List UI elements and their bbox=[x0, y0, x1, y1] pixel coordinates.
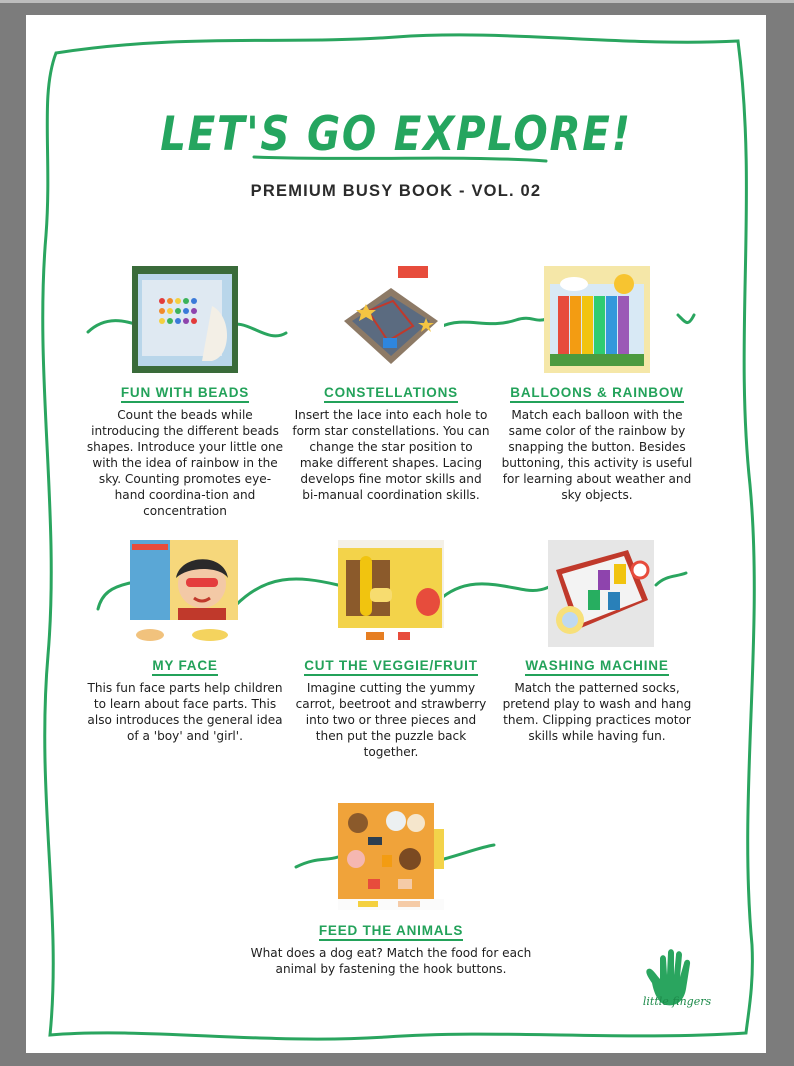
activity-title-fun-with-beads: FUN WITH BEADS bbox=[80, 385, 290, 400]
activity-description-washing-machine: Match the patterned socks, pretend play to wash and hang them. Clipping practices motor skills while having fun. bbox=[502, 681, 692, 743]
activity-description-constellations: Insert the lace into each hole to form star constellations. You can change the star position to make different shapes. Lacing develops fine motor skills and bi-manual coordination skills. bbox=[292, 408, 490, 502]
page-subtitle: PREMIUM BUSY BOOK - VOL. 02 bbox=[250, 182, 542, 200]
activity-title-cut-veggie-fruit: CUT THE VEGGIE/FRUIT bbox=[286, 658, 496, 673]
constellation-photo bbox=[338, 266, 444, 373]
activity-title-feed-the-animals: FEED THE ANIMALS bbox=[286, 923, 496, 938]
page-title: LET'S GO EXPLORE! bbox=[160, 107, 632, 162]
activity-description-my-face: This fun face parts help children to learn about face parts. This also introduces the general idea of a 'boy' and 'girl'. bbox=[87, 681, 283, 743]
activity-description-cut-veggie-fruit: Imagine cutting the yummy carrot, beetroot and strawberry into two or three pieces and then put the puzzle back together. bbox=[295, 681, 487, 759]
brand-logo-text: little fingers bbox=[642, 995, 712, 1008]
activity-description-balloons-rainbow: Match each balloon with the same color of the rainbow by snapping the button. Besides buttoning, this activity is useful for learning about weather and sky objects. bbox=[501, 408, 693, 502]
veggie-photo bbox=[338, 540, 444, 647]
activity-title-washing-machine: WASHING MACHINE bbox=[492, 658, 702, 673]
activity-title-my-face: MY FACE bbox=[80, 658, 290, 673]
viewer-top-bar bbox=[0, 0, 794, 3]
activity-description-feed-the-animals: What does a dog eat? Match the food for each animal by fastening the hook buttons. bbox=[250, 946, 532, 976]
face-photo bbox=[130, 540, 238, 647]
activity-title-constellations: CONSTELLATIONS bbox=[286, 385, 496, 400]
beads-photo bbox=[132, 266, 238, 373]
activity-title-balloons-rainbow: BALLOONS & RAINBOW bbox=[492, 385, 702, 400]
brochure-page bbox=[26, 15, 766, 1053]
activity-description-fun-with-beads: Count the beads while introducing the different beads shapes. Introduce your little one with the idea of rainbow in the sky. Counting promotes eye-hand coordina-tion and concentration bbox=[86, 408, 284, 518]
hand-icon bbox=[630, 945, 720, 1020]
animals-photo bbox=[338, 803, 444, 910]
washing-machine-photo bbox=[548, 540, 654, 647]
rainbow-photo bbox=[544, 266, 650, 373]
